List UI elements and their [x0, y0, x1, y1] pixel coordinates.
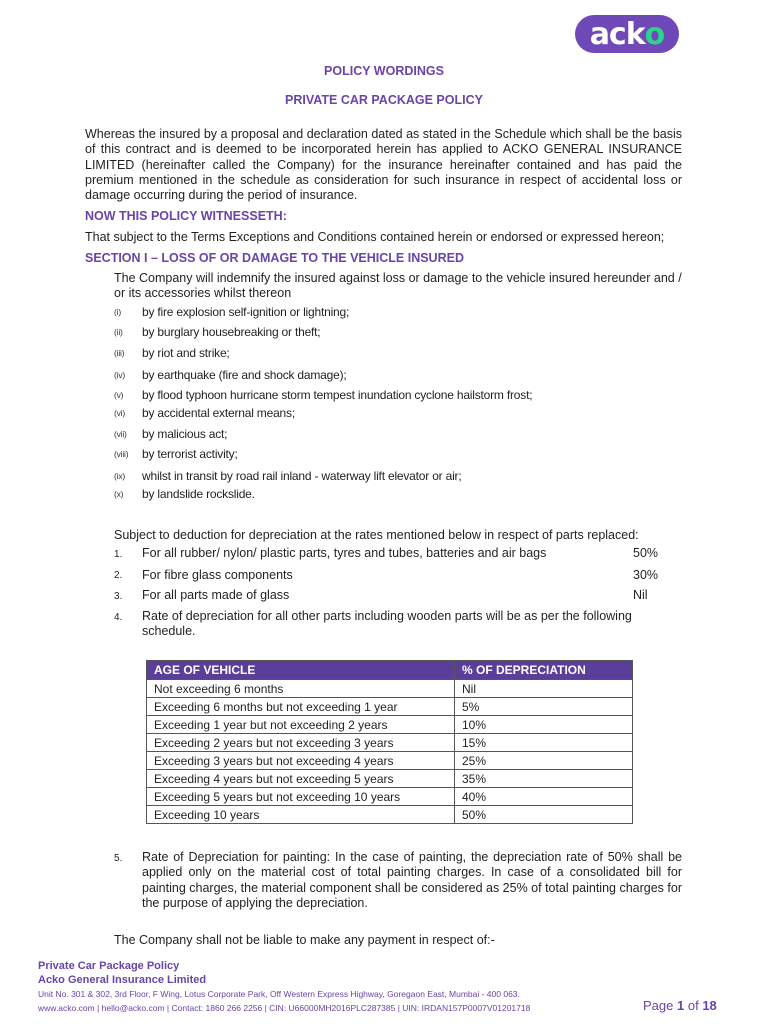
age-cell: Exceeding 3 years but not exceeding 4 years [147, 752, 455, 770]
table-row [147, 698, 633, 716]
list-number: (vi) [114, 408, 125, 418]
heading-private-car: PRIVATE CAR PACKAGE POLICY [285, 93, 483, 107]
age-cell: Exceeding 1 year but not exceeding 2 years [147, 716, 455, 734]
list-text: whilst in transit by road rail inland - waterway lift elevator or air; [142, 469, 462, 483]
rate5-text: Rate of Depreciation for painting: In the case of painting, the depreciation rate of 50% shall be applied only on the material cost of total painting charges. In case of a consolidated bill for painting charges, the material component shall be considered as 25% of total painting charges for the purpose of applying the depreciation. [142, 850, 682, 910]
list-number: (v) [114, 390, 124, 400]
deduction-intro: Subject to deduction for depreciation at the rates mentioned below in respect of parts replaced: [114, 528, 639, 542]
subject-line: That subject to the Terms Exceptions and Conditions contained herein or endorsed or expressed hereon; [85, 230, 665, 244]
col-header-age: AGE OF VEHICLE [147, 661, 455, 680]
list-text: by riot and strike; [142, 346, 230, 360]
list-text: by landslide rockslide. [142, 487, 255, 501]
rate-cell: 25% [455, 752, 633, 770]
rate4-text: Rate of depreciation for all other parts including wooden parts will be as per the following schedule. [142, 609, 632, 639]
rate-cell: 35% [455, 770, 633, 788]
page-label: Page [643, 998, 674, 1013]
rate-cell: 50% [455, 806, 633, 824]
age-cell: Exceeding 4 years but not exceeding 5 years [147, 770, 455, 788]
rate-value: 30% [633, 568, 659, 582]
list-text: by fire explosion self-ignition or lightning; [142, 305, 350, 319]
list-number: (iii) [114, 348, 125, 358]
page-number: 1 [677, 998, 685, 1013]
rate-cell: 5% [455, 698, 633, 716]
not-liable-line: The Company shall not be liable to make any payment in respect of:- [114, 933, 495, 947]
table-row [147, 788, 633, 806]
list-text: by terrorist activity; [142, 447, 238, 461]
table-header-row [147, 661, 633, 680]
footer-company: Acko General Insurance Limited [38, 974, 207, 986]
rate-text: For all rubber/ nylon/ plastic parts, tyres and tubes, batteries and air bags [142, 546, 547, 560]
logo-text-o: o [644, 16, 665, 52]
rate-text: For all parts made of glass [142, 588, 290, 602]
page-of: of [687, 998, 699, 1013]
footer-title: Private Car Package Policy [38, 960, 180, 972]
table-row [147, 752, 633, 770]
witness-heading: NOW THIS POLICY WITNESSETH: [85, 209, 287, 223]
age-cell: Exceeding 10 years [147, 806, 455, 824]
list-number: (iv) [114, 370, 125, 380]
indemnify-paragraph: The Company will indemnify the insured against loss or damage to the vehicle insured hereunder and / or its accessories whilst thereon [114, 271, 682, 301]
rate-number: 2. [114, 570, 123, 581]
rate-cell: 10% [455, 716, 633, 734]
rate-value: Nil [633, 588, 648, 602]
rate-cell: Nil [455, 680, 633, 698]
list-number: (i) [114, 307, 121, 317]
intro-paragraph: Whereas the insured by a proposal and declaration dated as stated in the Schedule which shall be the basis of this contract and is deemed to be incorporated herein has applied to ACKO GENERAL INSURANCE LIMITED (hereinafter called the Company) for the insurance hereinafter contained and has paid the premium mentioned in the schedule as consideration for such insurance in respect of accidental loss or damage occurring during the period of insurance. [85, 127, 682, 203]
footer-address: Unit No. 301 & 302, 3rd Floor, F Wing, Lotus Corporate Park, Off Western Express Highway, Goregaon East, Mumbai - 400 063. [38, 989, 520, 999]
rate-cell: 15% [455, 734, 633, 752]
page-total: 18 [702, 998, 717, 1013]
page-indicator [643, 998, 717, 1013]
list-number: (viii) [114, 449, 129, 459]
list-text: by malicious act; [142, 427, 228, 441]
age-cell: Exceeding 5 years but not exceeding 10 years [147, 788, 455, 806]
heading-policy-wordings: POLICY WORDINGS [324, 64, 444, 78]
section1-heading: SECTION I – LOSS OF OR DAMAGE TO THE VEHICLE INSURED [85, 251, 464, 265]
table-row [147, 680, 633, 698]
list-number: (ii) [114, 327, 123, 337]
rate-number: 1. [114, 549, 123, 560]
list-text: by earthquake (fire and shock damage); [142, 368, 347, 382]
rate-number: 3. [114, 591, 123, 602]
list-number: (x) [114, 489, 124, 499]
list-number: (ix) [114, 471, 125, 481]
rate-cell: 40% [455, 788, 633, 806]
list-text: by burglary housebreaking or theft; [142, 325, 321, 339]
rate-value: 50% [633, 546, 659, 560]
acko-logo [575, 15, 679, 53]
list-text: by flood typhoon hurricane storm tempest inundation cyclone hailstorm frost; [142, 388, 533, 402]
age-cell: Not exceeding 6 months [147, 680, 455, 698]
table-row [147, 770, 633, 788]
age-cell: Exceeding 6 months but not exceeding 1 year [147, 698, 455, 716]
depreciation-table [146, 660, 633, 824]
table-row [147, 806, 633, 824]
rate-number: 4. [114, 612, 123, 623]
rate-number: 5. [114, 853, 123, 864]
list-number: (vii) [114, 429, 127, 439]
col-header-depreciation: % OF DEPRECIATION [455, 661, 633, 680]
rate-text: For fibre glass components [142, 568, 293, 582]
table-row [147, 716, 633, 734]
table-row [147, 734, 633, 752]
footer-contact: www.acko.com | hello@acko.com | Contact: 1860 266 2256 | CIN: U66000MH2016PLC287385 | UIN: IRDAN157P0007V01201718 [38, 1003, 531, 1013]
logo-text: ack [589, 16, 645, 52]
list-text: by accidental external means; [142, 406, 295, 420]
age-cell: Exceeding 2 years but not exceeding 3 years [147, 734, 455, 752]
